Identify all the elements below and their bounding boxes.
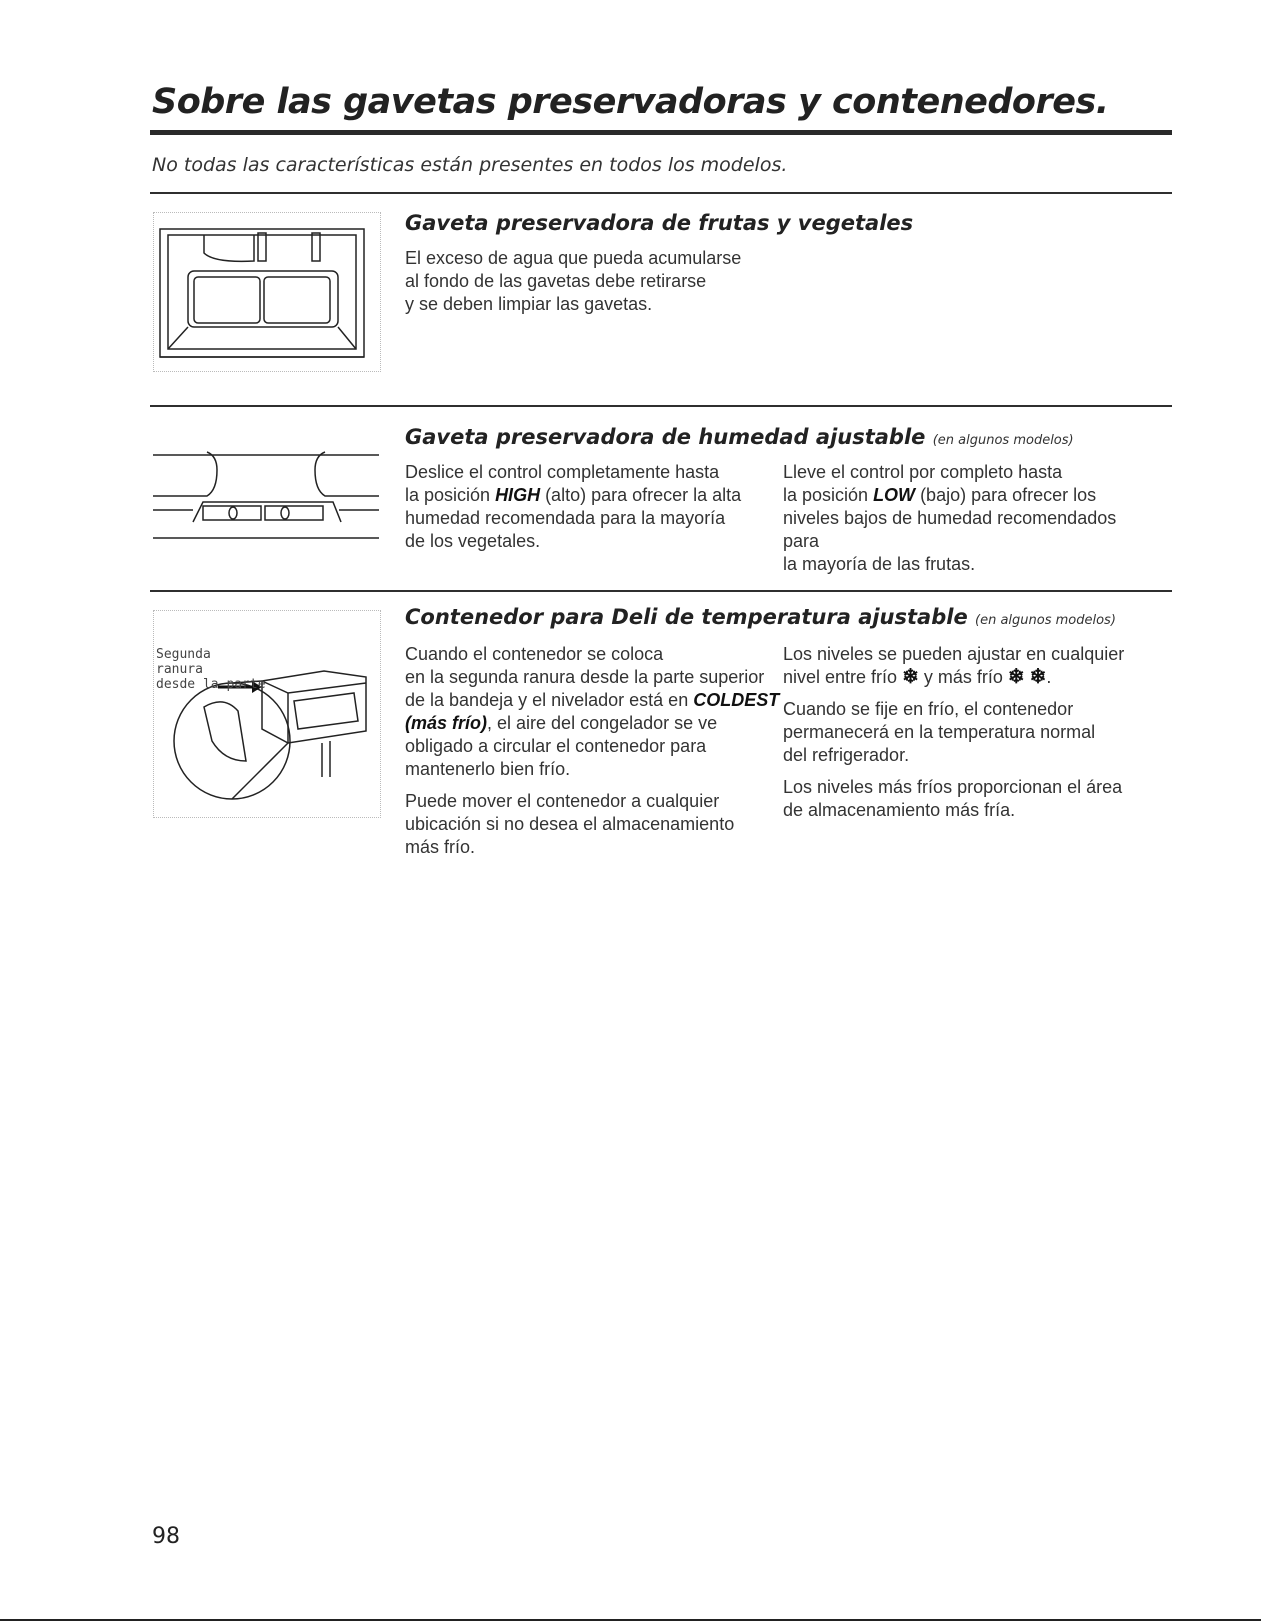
snowflake-icon: ❄	[1029, 666, 1047, 688]
page-title: Sobre las gavetas preservadoras y contenedores.	[152, 82, 1109, 122]
subtitle-divider	[150, 192, 1172, 194]
deli-levels-paragraph	[783, 643, 1124, 689]
deli-pan-drawing	[154, 611, 380, 817]
humidity-high-text-a: Deslice el control completamente hasta la posición	[405, 462, 720, 505]
section-note-humidity: (en algunos modelos)	[932, 433, 1074, 448]
section-divider-2	[150, 590, 1172, 592]
low-keyword: LOW	[873, 485, 916, 505]
deli-p1-b: , el aire del congelador se ve obligado a circular el contenedor para mantenerlo bien frío.	[405, 713, 718, 779]
deli-left-column	[405, 643, 779, 859]
deli-pan-illustration	[153, 610, 381, 818]
humidity-drawer-illustration	[153, 430, 379, 566]
deli-levels-a: Los niveles se pueden ajustar en cualquier nivel entre frío	[783, 644, 1125, 687]
deli-coldest-area-paragraph: Los niveles más fríos proporcionan el área de almacenamiento más fría.	[783, 777, 1123, 820]
crisper-drawer-drawing	[154, 213, 380, 371]
deli-normal-temp-paragraph: Cuando se fije en frío, el contenedor permanecerá en la temperatura normal del refrigerador.	[783, 699, 1096, 765]
deli-p1-a: Cuando el contenedor se coloca en la segunda ranura desde la parte superior de la bandeja y el nivelador está en	[405, 644, 765, 710]
deli-coldest-paragraph	[405, 643, 779, 781]
humidity-high-text-b: (alto) para ofrecer la alta humedad recomendada para la mayoría de los vegetales.	[405, 485, 742, 551]
deli-right-column	[783, 643, 1124, 822]
humidity-high-text	[405, 461, 741, 553]
title-divider	[150, 130, 1172, 135]
high-keyword: HIGH	[495, 485, 541, 505]
section-title-humidity	[405, 425, 1074, 449]
humidity-control-drawing	[153, 430, 379, 566]
crisper-drawer-illustration	[153, 212, 381, 372]
deli-levels-mid: y más frío	[918, 667, 1008, 687]
snowflake-icon: ❄	[1007, 666, 1025, 688]
section-title-deli	[405, 605, 1116, 629]
section-note-deli: (en algunos modelos)	[975, 613, 1116, 628]
mas-frio-keyword: (más frío)	[405, 713, 488, 733]
page-number: 98	[152, 1524, 180, 1549]
section-title-fruit-vegetable: Gaveta preservadora de frutas y vegetales	[405, 211, 914, 235]
illustration-label: Segunda ranura desde la parte	[156, 647, 266, 692]
deli-levels-end: .	[1046, 667, 1052, 687]
snowflake-icon: ❄	[902, 666, 919, 688]
humidity-low-text-a: Lleve el control por completo hasta la posición	[783, 462, 1063, 505]
section-1-text: El exceso de agua que pueda acumularse al fondo de las gavetas debe retirarse y se deben limpiar las gavetas.	[405, 248, 742, 314]
section-divider-1	[150, 405, 1172, 407]
section-title-humidity-text: Gaveta preservadora de humedad ajustable	[405, 425, 926, 449]
coldest-keyword: COLDEST	[693, 690, 780, 710]
humidity-low-text-b: (bajo) para ofrecer los niveles bajos de humedad recomendados para la mayoría de las frutas.	[783, 485, 1117, 574]
page-subtitle: No todas las características están presentes en todos los modelos.	[152, 154, 788, 176]
deli-move-paragraph: Puede mover el contenedor a cualquier ubicación si no desea el almacenamiento más frío.	[405, 791, 735, 857]
section-title-deli-text: Contenedor para Deli de temperatura ajustable	[405, 605, 968, 629]
humidity-low-text	[783, 461, 1116, 576]
